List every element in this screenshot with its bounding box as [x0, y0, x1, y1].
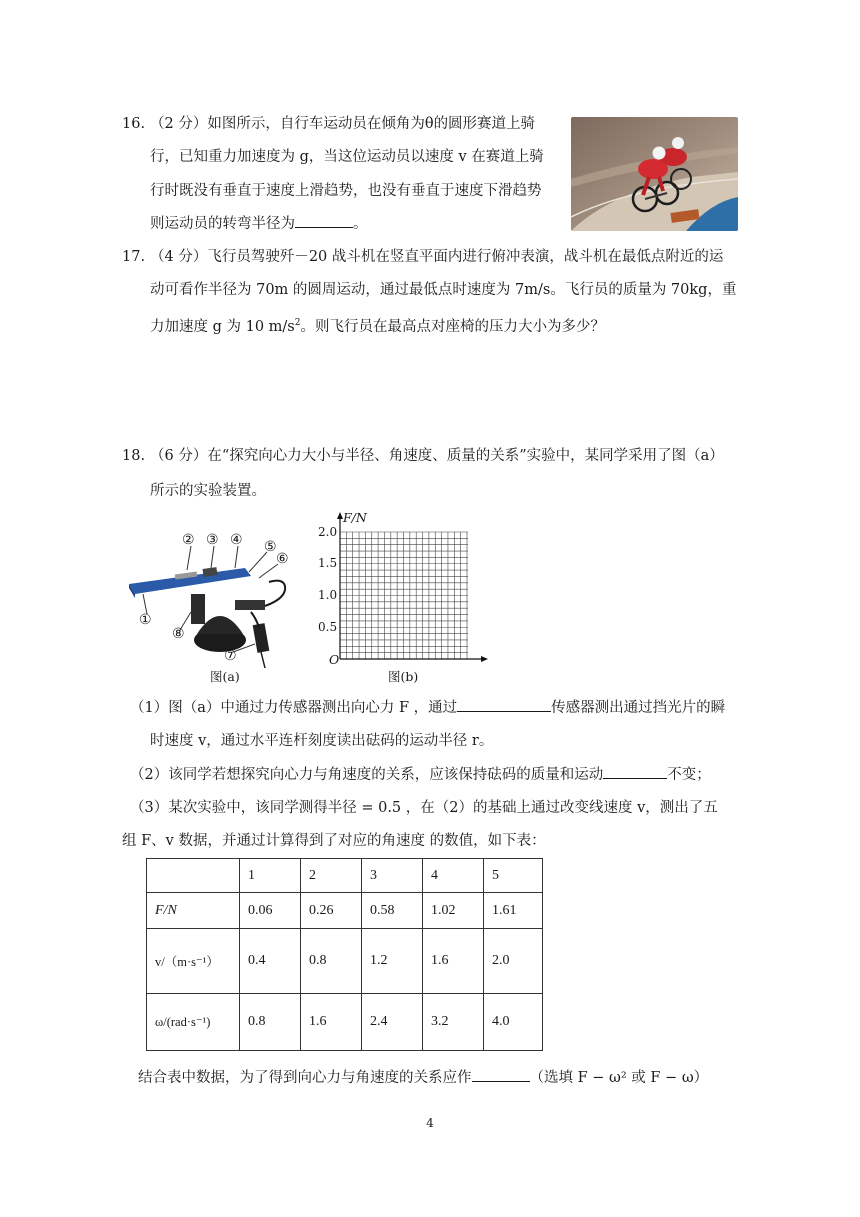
table-cell: 2.4 [362, 994, 423, 1051]
q16-line-4-text: 则运动员的转弯半径为 [150, 216, 295, 232]
q18-part3-line2: 组 F、v 数据，并通过计算得到了对应的角速度 的数值，如下表： [122, 833, 546, 849]
q18-part1-line1 [130, 697, 725, 718]
y-tick-0.5: 0.5 [318, 620, 338, 634]
table-header-cell: 4 [423, 859, 484, 893]
table-cell: 0.06 [240, 893, 301, 929]
cyclists-photo [571, 117, 738, 231]
label-2: ② [182, 532, 195, 548]
y-tick-1.5: 1.5 [318, 556, 338, 570]
q18-part2-pre: （2）该同学若想探究向心力与角速度的关系，应该保持砝码的质量和运动 [130, 767, 604, 783]
data-table [146, 858, 543, 1051]
graph-y-label: F/N [343, 510, 367, 525]
q18-conclusion [138, 1067, 708, 1088]
table-cell: 1.6 [301, 994, 362, 1051]
q16-line-1: （2 分）如图所示，自行车运动员在倾角为θ的圆形赛道上骑 [150, 116, 536, 132]
table-cell: 0.8 [301, 929, 362, 994]
table-cell: 1.61 [484, 893, 543, 929]
q17-line-1: （4 分）飞行员驾驶歼－20 战斗机在竖直平面内进行俯冲表演，战斗机在最低点附近的运 [150, 249, 724, 265]
table-row [147, 929, 543, 994]
q18-part1-blank[interactable] [457, 697, 551, 712]
q16-answer-blank[interactable] [295, 213, 353, 228]
table-row-label: v/（m·s⁻¹） [147, 929, 240, 994]
table-cell: 1.6 [423, 929, 484, 994]
apparatus-figure [125, 528, 305, 688]
q18-part1-pre: （1）图（a）中通过力传感器测出向心力 F ，通过 [130, 700, 458, 716]
label-7: ⑦ [224, 648, 237, 664]
q17-line-3-pre: 力加速度 g 为 10 m/s [150, 318, 295, 335]
q18-part2-post: 不变； [667, 767, 711, 783]
q18-conclusion-blank[interactable] [472, 1067, 530, 1082]
label-5: ⑤ [264, 539, 277, 555]
figure-a-caption: 图(a) [210, 669, 240, 684]
label-8: ⑧ [172, 626, 185, 642]
table-row-label: ω/(rad·s⁻¹) [147, 994, 240, 1051]
q16-line-4-tail: 。 [353, 216, 368, 232]
table-cell: 3.2 [423, 994, 484, 1051]
table-cell: 0.4 [240, 929, 301, 994]
q16-line-3: 行时既没有垂直于速度上滑趋势，也没有垂直于速度下滑趋势 [150, 183, 542, 199]
q16-number: 16. [122, 116, 146, 132]
table-header-cell: 2 [301, 859, 362, 893]
q18-number: 18. [122, 448, 146, 464]
graph-figure [318, 510, 494, 690]
q18-line-2: 所示的实验装置。 [150, 483, 266, 499]
y-tick-2.0: 2.0 [318, 525, 338, 539]
table-row [147, 994, 543, 1051]
q17-line-3-post: 。则飞行员在最高点对座椅的压力大小为多少？ [300, 318, 605, 335]
table-cell: 0.8 [240, 994, 301, 1051]
q18-part2-blank[interactable] [603, 764, 667, 779]
y-tick-1.0: 1.0 [318, 588, 338, 602]
q16-line-2: 行，已知重力加速度为 g，当这位运动员以速度 v 在赛道上骑 [150, 149, 544, 165]
q18-conclusion-pre: 结合表中数据，为了得到向心力与角速度的关系应作 [138, 1070, 472, 1086]
table-row-label: F/N [147, 893, 240, 929]
table-header-cell: 5 [484, 859, 543, 893]
table-cell: 1.2 [362, 929, 423, 994]
q17-line-3 [150, 313, 605, 337]
graph-origin: O [329, 652, 340, 667]
label-1: ① [139, 612, 152, 628]
page-number: 4 [426, 1116, 434, 1130]
table-cell: 0.26 [301, 893, 362, 929]
q17-unit-exponent: 2 [294, 318, 301, 328]
label-3: ③ [206, 532, 219, 548]
q16-line-4 [150, 213, 368, 234]
q18-part1-post: 传感器测出通过挡光片的瞬 [551, 700, 726, 716]
q18-line-1: （6 分）在“探究向心力大小与半径、角速度、质量的关系”实验中，某同学采用了图（a） [150, 448, 724, 464]
q18-part2 [130, 764, 711, 785]
figure-b-caption: 图(b) [388, 669, 419, 684]
q18-part1-line2: 时速度 v，通过水平连杆刻度读出砝码的运动半径 r。 [150, 733, 494, 749]
q17-line-2: 动可看作半径为 70m 的圆周运动，通过最低点时速度为 7m/s。飞行员的质量为 70kg，重 [150, 282, 737, 298]
q18-part3-line1: （3）某次实验中，该同学测得半径 = 0.5 ，在（2）的基础上通过改变线速度 v，测出了五 [130, 800, 718, 816]
table-row [147, 893, 543, 929]
table-header-cell [147, 859, 240, 893]
q18-conclusion-post: （选填 F − ω² 或 F − ω） [529, 1070, 709, 1086]
table-header-cell: 1 [240, 859, 301, 893]
table-cell: 4.0 [484, 994, 543, 1051]
table-cell: 2.0 [484, 929, 543, 994]
table-header-cell: 3 [362, 859, 423, 893]
graph-grid [318, 510, 494, 690]
table-cell: 0.58 [362, 893, 423, 929]
table-header-row [147, 859, 543, 893]
label-6: ⑥ [276, 551, 289, 567]
label-4: ④ [230, 532, 243, 548]
q17-number: 17. [122, 249, 146, 265]
table-cell: 1.02 [423, 893, 484, 929]
